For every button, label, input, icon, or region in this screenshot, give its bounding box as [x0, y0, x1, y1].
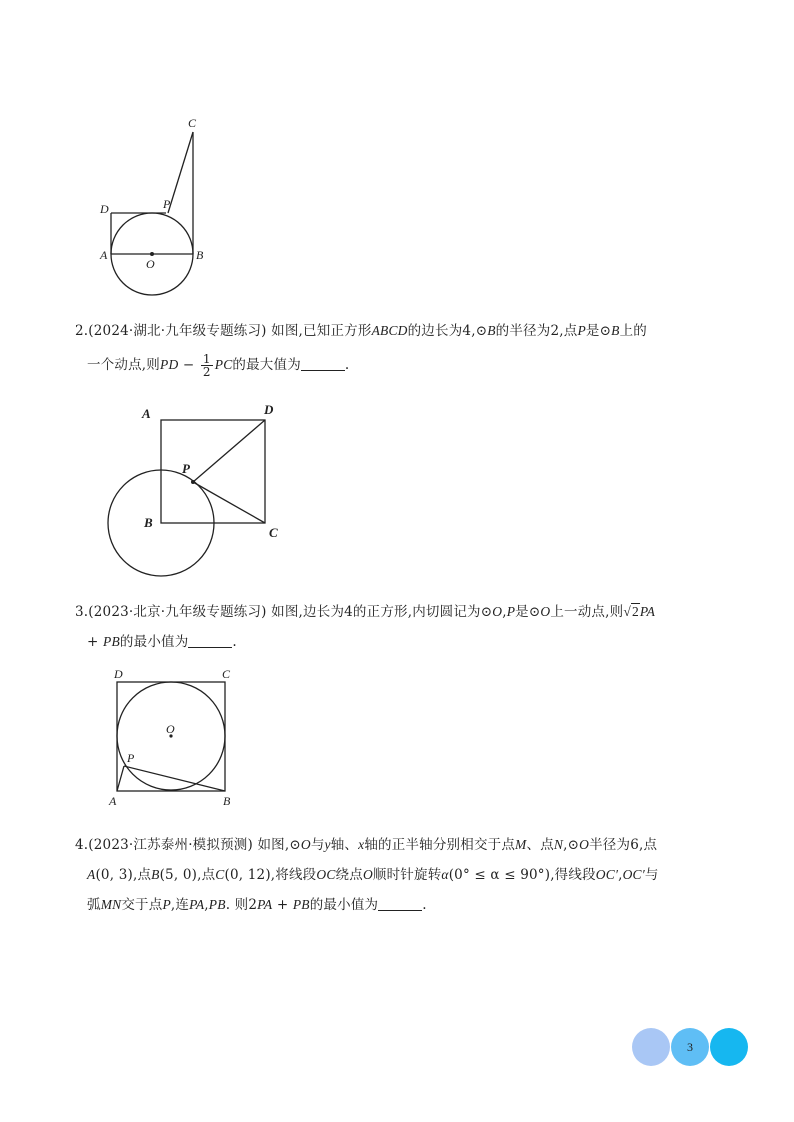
text: .	[344, 357, 350, 373]
problem-3-line-2	[75, 627, 745, 657]
problem-2-line-2	[75, 350, 745, 380]
sqrt: √2	[623, 604, 639, 619]
math: C	[215, 867, 225, 882]
math: y	[324, 837, 331, 852]
square-abcd	[161, 420, 265, 523]
figure-2	[100, 398, 300, 558]
decor-dot-2	[671, 1028, 709, 1066]
label-a: A	[100, 248, 108, 262]
math: N	[553, 837, 564, 852]
math: A	[87, 867, 96, 882]
text: +	[272, 897, 293, 913]
label-p: P	[163, 197, 171, 211]
problem-4	[75, 830, 745, 920]
math: PB	[103, 634, 120, 649]
label-d: D	[264, 402, 274, 417]
text: 轴、	[330, 837, 359, 853]
problem-4-line-3	[75, 890, 745, 920]
figure-3	[105, 664, 245, 814]
answer-blank	[301, 357, 345, 372]
page-number: 3	[687, 1039, 693, 1054]
text: 与	[644, 867, 659, 883]
fraction-den: 2	[202, 365, 211, 379]
math: O	[362, 867, 373, 882]
answer-blank	[188, 634, 232, 649]
label-b: B	[223, 794, 231, 808]
text: 一个动点,则	[87, 357, 160, 373]
text: 与	[310, 837, 325, 853]
math: P	[577, 323, 586, 338]
text: −	[178, 357, 199, 373]
label-o: O	[166, 722, 175, 736]
problem-2-line-1	[75, 316, 745, 346]
math: P	[162, 897, 171, 912]
label-c: C	[188, 116, 197, 130]
math: PA	[639, 604, 656, 619]
problem-number: 3.	[75, 604, 89, 620]
text: 上一动点,则	[550, 604, 624, 620]
problem-2	[75, 316, 745, 380]
text: (0, 3),点	[95, 867, 152, 883]
math: x	[358, 837, 365, 852]
label-a: A	[142, 406, 151, 421]
label-p: P	[182, 461, 190, 476]
text: 是⊙	[585, 323, 612, 339]
math: O	[579, 837, 590, 852]
math: B	[611, 323, 620, 338]
text: 、点	[526, 837, 554, 853]
math: OC′	[622, 867, 645, 882]
text: . 则2	[225, 897, 258, 913]
text: 如图,⊙	[257, 837, 301, 853]
text: 是⊙	[515, 604, 541, 620]
segment-pb	[124, 766, 225, 791]
text: 上的	[619, 323, 647, 339]
text: .	[232, 634, 237, 650]
center-point	[150, 252, 154, 256]
text: (0° ≤ α ≤ 90°),得线段	[448, 867, 596, 883]
text: (0, 12),将线段	[224, 867, 317, 883]
text: ,⊙	[563, 837, 580, 853]
problem-number: 2.	[75, 323, 89, 339]
math: α	[441, 867, 449, 882]
math: PD	[160, 357, 179, 372]
math: ABCD	[371, 323, 408, 338]
text: ,连	[170, 897, 190, 913]
problem-4-line-2	[75, 860, 745, 890]
problem-number: 4.	[75, 837, 89, 853]
problem-source: (2023·江苏泰州·模拟预测)	[88, 837, 253, 853]
label-b: B	[144, 515, 153, 530]
text: ,	[502, 604, 507, 620]
text: ,	[204, 897, 209, 913]
math: PC	[214, 357, 233, 372]
text: 的边长为4,⊙	[407, 323, 488, 339]
label-o: O	[146, 257, 155, 271]
segment-pc	[168, 132, 193, 213]
text: 的最小值为	[119, 634, 189, 650]
segment-pa	[117, 766, 124, 791]
page-number-badge	[632, 1028, 748, 1066]
problem-source: (2024·湖北·九年级专题练习)	[88, 323, 267, 339]
label-c: C	[222, 667, 231, 681]
figure-1	[90, 112, 220, 302]
math: B	[151, 867, 160, 882]
math: PB	[208, 897, 226, 912]
problem-3-line-1	[75, 597, 745, 627]
text: 轴的正半轴分别相交于点	[364, 837, 516, 853]
text: ,	[618, 867, 623, 883]
label-d: D	[114, 667, 123, 681]
problem-source: (2023·北京·九年级专题练习)	[88, 604, 267, 620]
math: MN	[100, 897, 122, 912]
math: M	[515, 837, 527, 852]
math: PA	[189, 897, 205, 912]
decor-dot-1	[632, 1028, 670, 1066]
math: B	[487, 323, 496, 338]
problem-3	[75, 597, 745, 657]
label-b: B	[196, 248, 204, 262]
math: PA	[257, 897, 273, 912]
sqrt-radicand: 2	[631, 604, 639, 619]
segment-pd	[193, 420, 265, 482]
text: 的最大值为	[232, 357, 301, 373]
math: OC	[316, 867, 336, 882]
fraction-num: 1	[202, 352, 211, 366]
text: 交于点	[121, 897, 163, 913]
answer-blank	[378, 897, 422, 912]
text: .	[422, 897, 427, 913]
math: O	[492, 604, 503, 619]
math: PB	[292, 897, 310, 912]
segment-pc	[193, 482, 265, 523]
math: O	[540, 604, 551, 619]
text: 绕点	[335, 867, 363, 883]
label-c: C	[269, 525, 278, 540]
math: P	[506, 604, 516, 619]
point-p	[191, 480, 195, 484]
math: O	[300, 837, 311, 852]
text: 弧	[87, 897, 101, 913]
text: 顺时针旋转	[372, 867, 442, 883]
decor-dot-3	[710, 1028, 748, 1066]
text: (5, 0),点	[159, 867, 216, 883]
text: 如图,已知正方形	[271, 323, 372, 339]
fraction	[201, 353, 213, 378]
text: 的最小值为	[309, 897, 379, 913]
label-a: A	[109, 794, 117, 808]
math: OC′	[595, 867, 619, 882]
label-p: P	[127, 751, 135, 765]
text: 半径为6,点	[589, 837, 658, 853]
problem-4-line-1	[75, 830, 745, 860]
text: 如图,边长为4的正方形,内切圆记为⊙	[271, 604, 493, 620]
text: 的半径为2,点	[495, 323, 578, 339]
text: +	[87, 634, 104, 650]
label-d: D	[100, 202, 109, 216]
